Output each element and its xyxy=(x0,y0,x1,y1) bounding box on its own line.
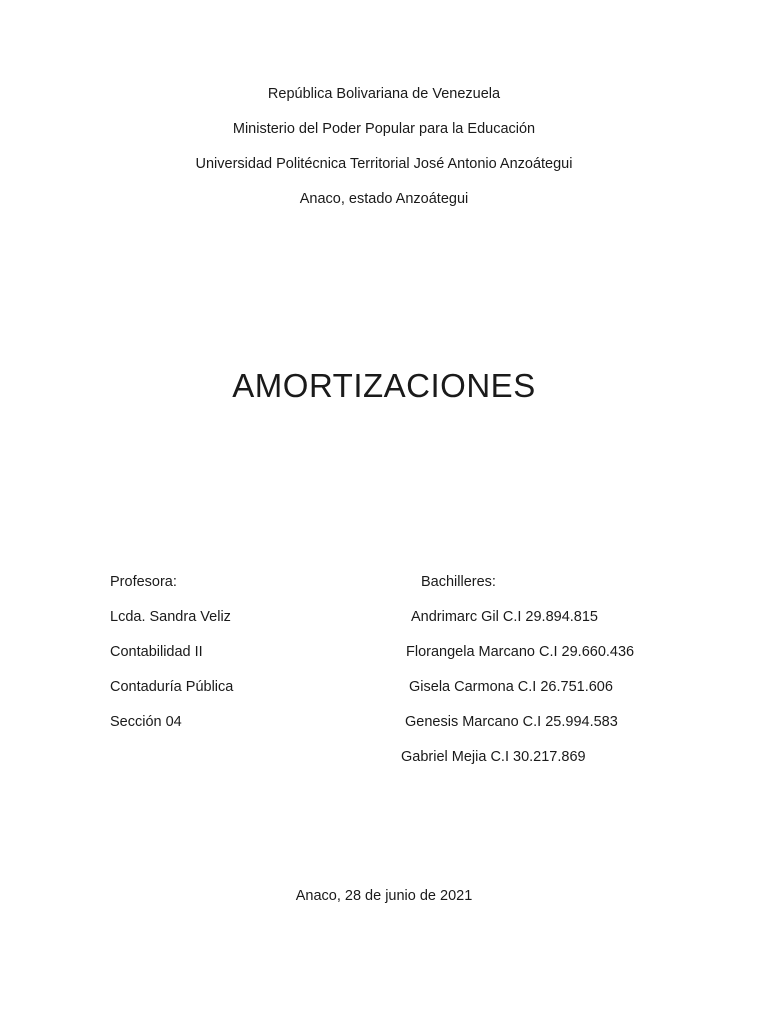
student-item: Florangela Marcano C.I 29.660.436 xyxy=(406,644,635,660)
section-name: Sección 04 xyxy=(110,714,182,730)
student-item: Gabriel Mejia C.I 30.217.869 xyxy=(401,749,586,765)
course-name: Contabilidad II xyxy=(110,644,203,660)
student-item: Gisela Carmona C.I 26.751.606 xyxy=(409,679,613,695)
student-item: Genesis Marcano C.I 25.994.583 xyxy=(405,714,618,730)
students-heading: Bachilleres: xyxy=(421,574,496,590)
header-republic: República Bolivariana de Venezuela xyxy=(267,86,501,102)
header-location: Anaco, estado Anzoátegui xyxy=(299,191,469,207)
professor-heading: Profesora: xyxy=(110,574,177,590)
header-ministry: Ministerio del Poder Popular para la Educación xyxy=(232,121,536,137)
footer-date: Anaco, 28 de junio de 2021 xyxy=(295,888,473,904)
header-university: Universidad Politécnica Territorial José Antonio Anzoátegui xyxy=(195,156,573,172)
career-name: Contaduría Pública xyxy=(110,679,234,695)
student-item: Andrimarc Gil C.I 29.894.815 xyxy=(411,609,598,625)
professor-name: Lcda. Sandra Veliz xyxy=(110,609,231,625)
document-title: AMORTIZACIONES xyxy=(232,367,536,404)
